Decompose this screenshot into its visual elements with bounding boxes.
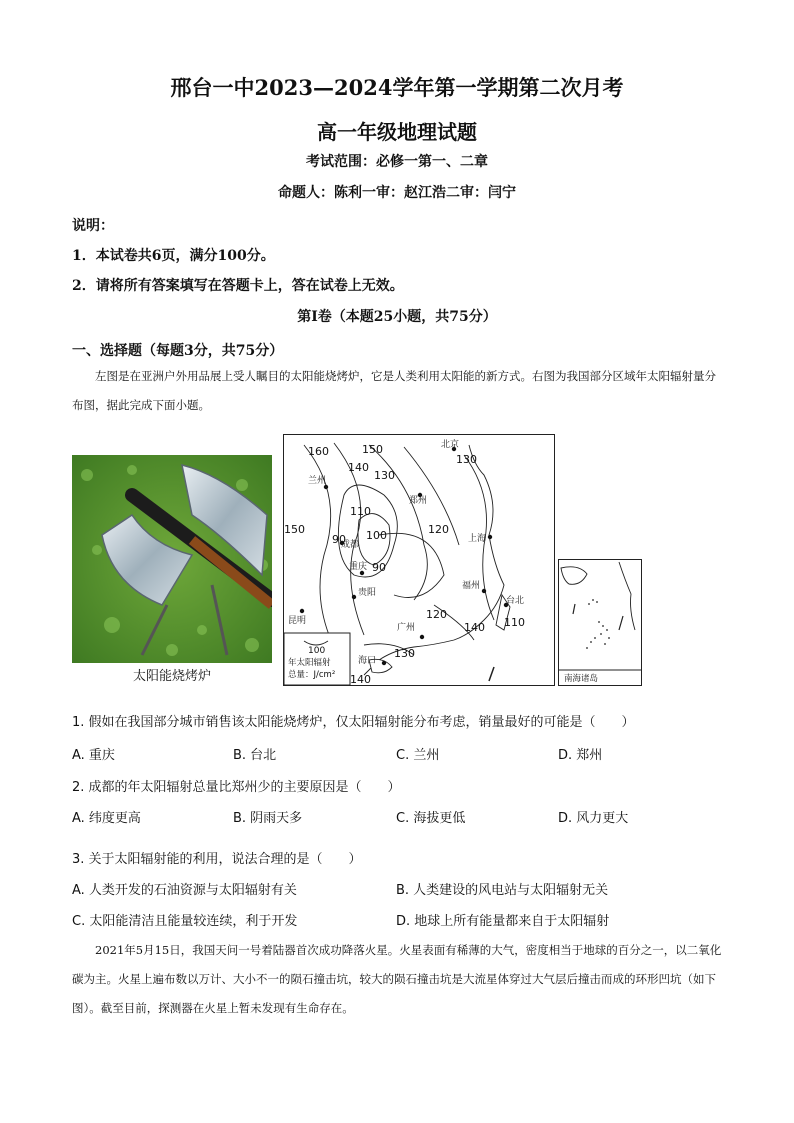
contour-label: 110	[504, 616, 525, 629]
contour-label: 160	[308, 445, 329, 458]
q1-option-d[interactable]: D. 郑州	[558, 748, 603, 763]
question-2-stem: 2. 成都的年太阳辐射总量比郑州少的主要原因是（ ）	[72, 780, 401, 795]
exam-title: 邢台一中2023—2024学年第一学期第二次月考	[170, 75, 624, 100]
q3-option-c[interactable]: C. 太阳能清洁且能量较连续，利于开发	[72, 914, 298, 929]
mars-paragraph: 2021年5月15日，我国天问一号着陆器首次成功降落火星。火星表面有稀薄的大气，密度相当于地球的百分之一，以二氧化碳为主。火星上遍布数以万计、大小不一的陨石撞击坑，较大的陨石撞击坑是大流星体穿过大气层后撞击而成的环形凹坑（如下图）。截至目前，探测器在火星上暂未发现有生命存在。	[72, 943, 722, 1015]
contour-label: 130	[394, 647, 415, 660]
contour-label: 140	[350, 673, 371, 685]
city-label: 台北	[506, 596, 525, 606]
exam-scope: 考试范围：必修一第一、二章	[306, 154, 488, 170]
contour-label: 130	[374, 469, 395, 482]
contour-label: 150	[284, 523, 305, 536]
contour-label: 120	[428, 523, 449, 536]
section-part: 第Ⅰ卷（本题25小题，共75分）	[297, 309, 497, 325]
city-label: 广州	[397, 623, 416, 633]
contour-label: 150	[362, 443, 383, 456]
photo-caption: 太阳能烧烤炉	[132, 669, 211, 684]
question-3-stem: 3. 关于太阳辐射能的利用，说法合理的是（ ）	[72, 852, 362, 867]
contour-label: 120	[426, 608, 447, 621]
q1-option-b[interactable]: B. 台北	[233, 748, 277, 763]
q1-option-a[interactable]: A. 重庆	[72, 748, 115, 763]
exam-subtitle: 高一年级地理试题	[317, 120, 477, 144]
q2-option-d[interactable]: D. 风力更大	[558, 811, 629, 826]
city-label: 郑州	[409, 496, 428, 506]
city-label: 兰州	[308, 476, 327, 486]
section-heading: 一、选择题（每题3分，共75分）	[72, 343, 284, 359]
q2-option-a[interactable]: A. 纬度更高	[72, 811, 141, 826]
contour-label: 90	[372, 561, 386, 574]
legend-label: 年太阳辐射	[288, 658, 331, 668]
legend-label: 总量：J/cm²	[288, 670, 336, 680]
city-label: 福州	[462, 581, 481, 591]
exam-authors: 命题人：陈利一审：赵江浩二审：闫宁	[278, 185, 516, 201]
note-item: 2．请将所有答案填写在答题卡上，答在试卷上无效。	[72, 278, 404, 294]
solar-grill-photo	[72, 455, 272, 663]
city-label: 成都	[341, 540, 360, 550]
legend-value: 100	[308, 646, 326, 656]
q1-option-c[interactable]: C. 兰州	[396, 748, 440, 763]
q3-option-a[interactable]: A. 人类开发的石油资源与太阳辐射有关	[72, 883, 297, 898]
city-label: 重庆	[349, 562, 368, 572]
contour-label: 90	[332, 533, 346, 546]
city-label: 北京	[441, 440, 460, 450]
q3-option-b[interactable]: B. 人类建设的风电站与太阳辐射无关	[396, 883, 609, 898]
q3-option-d[interactable]: D. 地球上所有能量都来自于太阳辐射	[396, 914, 610, 929]
intro-paragraph: 左图是在亚洲户外用品展上受人瞩目的太阳能烧烤炉，它是人类利用太阳能的新方式。右图为我国部分区域年太阳辐射量分布图，据此完成下面小题。	[72, 369, 716, 412]
question-1-stem: 1. 假如在我国部分城市销售该太阳能烧烤炉，仅太阳辐射能分布考虑，销量最好的可能是（ ）	[72, 715, 635, 730]
q2-option-b[interactable]: B. 阴雨天多	[233, 811, 303, 826]
contour-label: 110	[350, 505, 371, 518]
contour-label: 140	[348, 461, 369, 474]
q2-option-c[interactable]: C. 海拔更低	[396, 811, 466, 826]
contour-label: 100	[366, 529, 387, 542]
city-label: 上海	[468, 534, 487, 544]
solar-radiation-map	[283, 434, 555, 686]
south-china-sea-inset	[558, 559, 642, 686]
inset-label: 南海诸岛	[564, 674, 599, 684]
contour-label: 140	[464, 621, 485, 634]
notes-label: 说明：	[72, 218, 114, 234]
note-item: 1．本试卷共6页，满分100分。	[72, 248, 275, 264]
city-label: 海口	[358, 656, 377, 666]
city-label: 昆明	[288, 616, 307, 626]
contour-label: 130	[456, 453, 477, 466]
city-label: 贵阳	[358, 588, 377, 598]
